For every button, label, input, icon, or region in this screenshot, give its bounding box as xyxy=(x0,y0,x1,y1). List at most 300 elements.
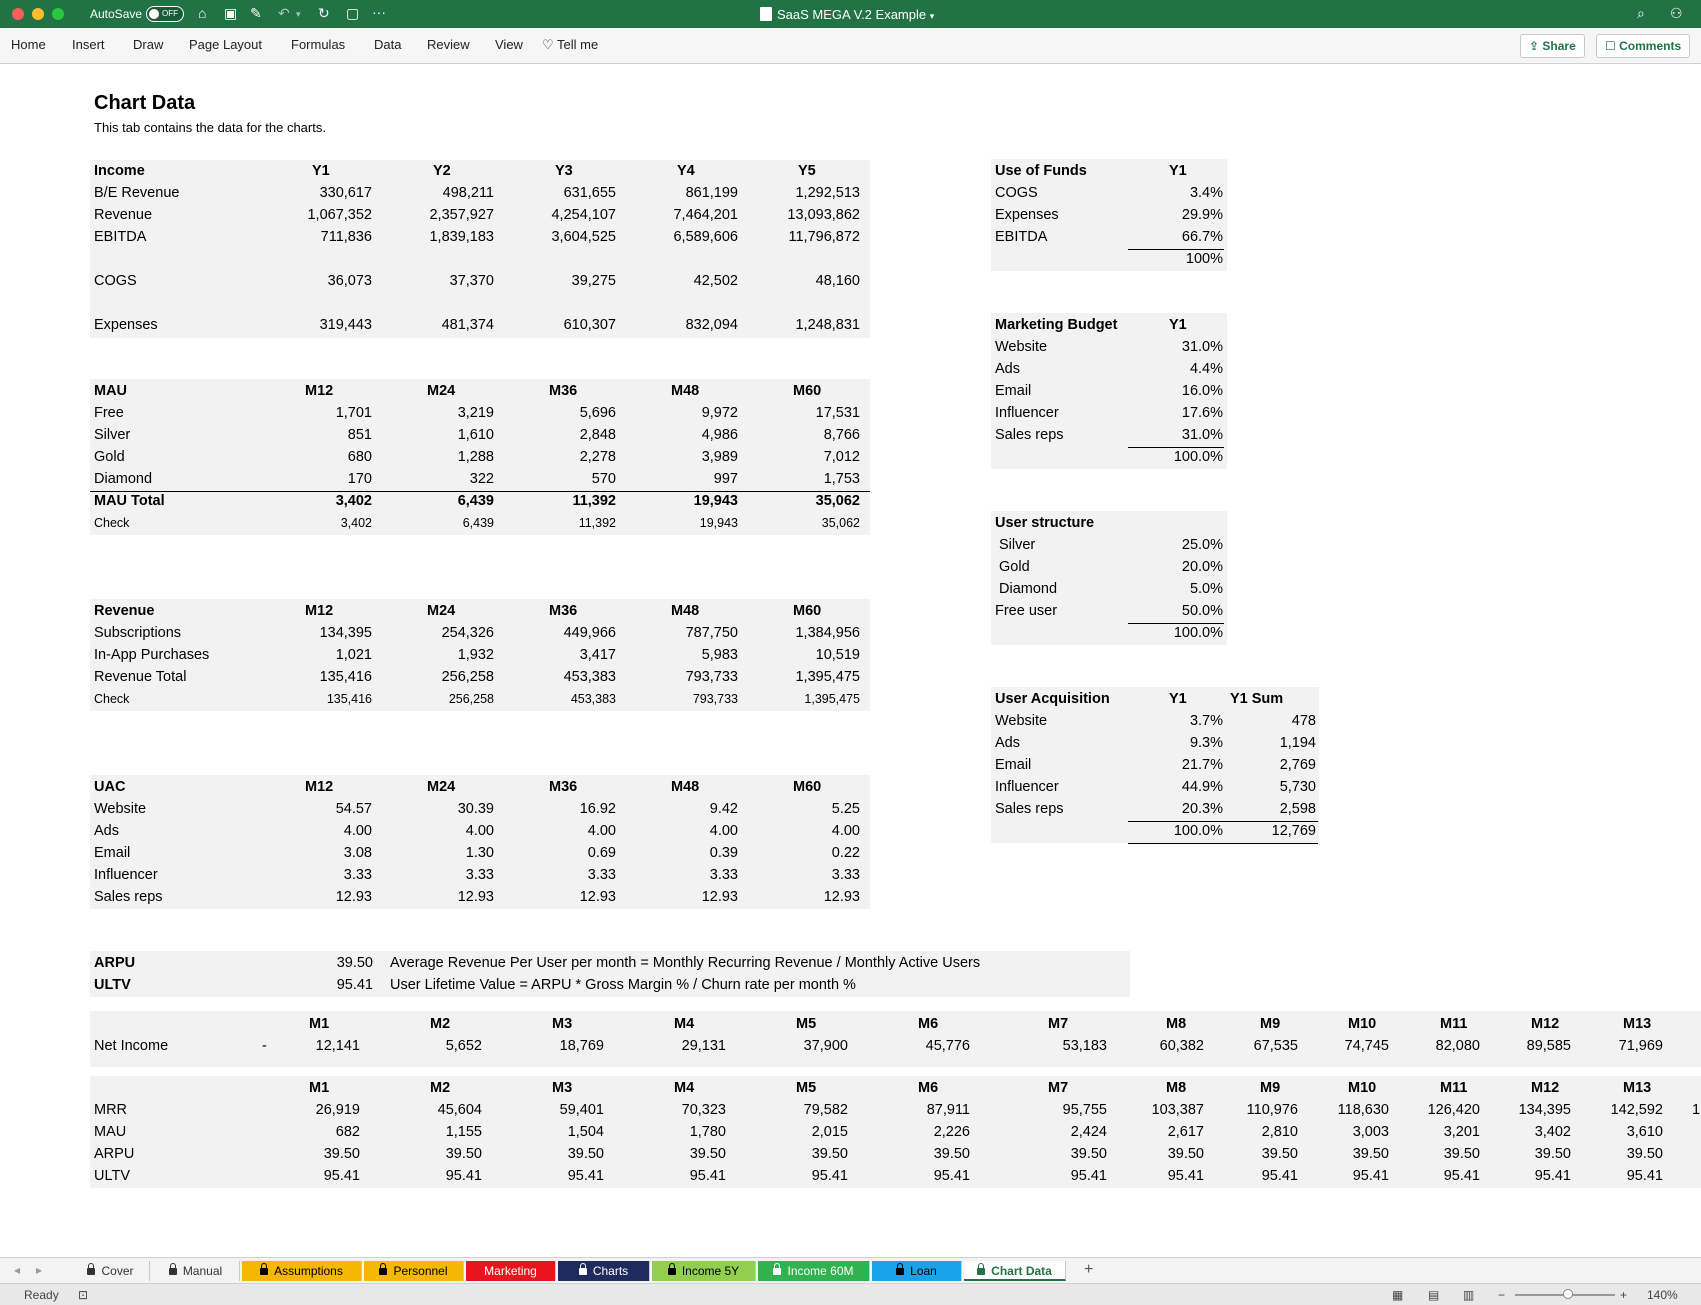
metric-value[interactable]: 39.50 xyxy=(336,955,373,971)
monthly-cell[interactable]: 95.41 xyxy=(811,1168,848,1184)
monthly-cell[interactable]: 95.41 xyxy=(689,1168,726,1184)
uac-cell[interactable]: 1.30 xyxy=(465,845,494,861)
uac-col-header[interactable]: M36 xyxy=(549,779,578,795)
user_acquisition-cell[interactable]: 2,598 xyxy=(1279,801,1316,817)
use_of_funds-row-label[interactable]: COGS xyxy=(995,185,1038,201)
uac-cell[interactable]: 12.93 xyxy=(335,889,372,905)
monthly-cell[interactable]: 39.50 xyxy=(1534,1146,1571,1162)
mau-cell[interactable]: 1,753 xyxy=(823,471,860,487)
net-income-cell[interactable]: 82,080 xyxy=(1435,1038,1480,1054)
uac-cell[interactable]: 4.00 xyxy=(709,823,738,839)
net-income-month-header[interactable]: M11 xyxy=(1440,1016,1468,1032)
monthly-cell[interactable]: 95.41 xyxy=(933,1168,970,1184)
uac-col-header[interactable]: M24 xyxy=(427,779,456,795)
monthly-cell[interactable]: 39.50 xyxy=(567,1146,604,1162)
monthly-cell[interactable]: 95.41 xyxy=(567,1168,604,1184)
mau-header-label[interactable]: MAU xyxy=(94,383,128,399)
share-button[interactable]: ⇪ Share xyxy=(1520,34,1585,58)
mau-cell[interactable]: 3,402 xyxy=(335,493,372,509)
user_structure-cell[interactable]: 20.0% xyxy=(1181,559,1223,575)
uac-row-label[interactable]: Influencer xyxy=(94,867,158,883)
user_structure-cell[interactable]: 5.0% xyxy=(1189,581,1223,597)
monthly-cell[interactable]: 95.41 xyxy=(1070,1168,1107,1184)
net-income-cell[interactable]: 71,969 xyxy=(1618,1038,1663,1054)
monthly-cell[interactable]: 3,201 xyxy=(1443,1124,1480,1140)
mau-cell[interactable]: 2,848 xyxy=(579,427,616,443)
income-cell[interactable]: 11,796,872 xyxy=(788,229,860,245)
net-income-cell[interactable]: 18,769 xyxy=(559,1038,604,1054)
user_acquisition-total[interactable]: 12,769 xyxy=(1271,823,1316,839)
user_acquisition-cell[interactable]: 3.7% xyxy=(1189,713,1223,729)
uac-cell[interactable]: 0.22 xyxy=(831,845,860,861)
user_structure-cell[interactable]: 25.0% xyxy=(1181,537,1223,553)
income-cell[interactable]: 42,502 xyxy=(693,273,738,289)
income-row-label[interactable]: EBITDA xyxy=(94,229,147,245)
tab-insert[interactable]: Insert xyxy=(72,37,105,52)
tab-home[interactable]: Home xyxy=(11,37,46,52)
comments-button[interactable]: ☐ Comments xyxy=(1596,34,1690,58)
user_acquisition-cell[interactable]: 5,730 xyxy=(1279,779,1316,795)
monthly-cell[interactable]: 39.50 xyxy=(1352,1146,1389,1162)
uac-row-label[interactable]: Ads xyxy=(94,823,119,839)
use_of_funds-row-label[interactable]: EBITDA xyxy=(995,229,1048,245)
user_acquisition-cell[interactable]: 1,194 xyxy=(1279,735,1316,751)
mau-row-label[interactable]: Gold xyxy=(94,449,125,465)
income-col-header[interactable]: Y5 xyxy=(798,163,816,179)
net-income-cell[interactable]: 89,585 xyxy=(1526,1038,1571,1054)
uac-cell[interactable]: 4.00 xyxy=(587,823,616,839)
marketing_budget-row-label[interactable]: Email xyxy=(995,383,1032,399)
user_acquisition-row-label[interactable]: Email xyxy=(995,757,1032,773)
marketing_budget-total[interactable]: 100.0% xyxy=(1173,449,1223,465)
mau-col-header[interactable]: M48 xyxy=(671,383,700,399)
revenue-cell[interactable]: 1,395,475 xyxy=(795,669,860,685)
save-icon[interactable]: ▣ xyxy=(224,5,238,21)
sheet-tab-manual[interactable] xyxy=(152,1261,240,1281)
user_structure-cell[interactable]: 50.0% xyxy=(1181,603,1223,619)
revenue-col-header[interactable]: M48 xyxy=(671,603,700,619)
user_acquisition-row-label[interactable]: Sales reps xyxy=(995,801,1064,817)
tab-data[interactable]: Data xyxy=(374,37,402,52)
revenue-cell[interactable]: 3,417 xyxy=(579,647,616,663)
income-cell[interactable]: 1,839,183 xyxy=(429,229,494,245)
net-income-month-header[interactable]: M5 xyxy=(796,1016,817,1032)
income-cell[interactable]: 832,094 xyxy=(685,317,738,333)
monthly-cell[interactable]: 95.41 xyxy=(1534,1168,1571,1184)
sheet-tab-charts[interactable] xyxy=(558,1261,650,1281)
tell-me-search[interactable]: ♡ Tell me xyxy=(542,37,599,52)
monthly-cell[interactable]: 87,911 xyxy=(926,1102,970,1118)
monthly-month-header[interactable]: M3 xyxy=(552,1080,573,1096)
income-cell[interactable]: 36,073 xyxy=(327,273,372,289)
monthly-cell[interactable]: 118,630 xyxy=(1337,1102,1389,1118)
income-cell[interactable]: 1,292,513 xyxy=(795,185,860,201)
metric-description[interactable]: User Lifetime Value = ARPU * Gross Margin % / Churn rate per month % xyxy=(390,977,856,993)
mau-cell[interactable]: 1,610 xyxy=(457,427,494,443)
uac-cell[interactable]: 4.00 xyxy=(465,823,494,839)
mau-cell[interactable]: 7,012 xyxy=(823,449,860,465)
undo-dropdown-icon[interactable]: ▾ xyxy=(296,9,301,19)
sheet-tab-personnel[interactable] xyxy=(364,1261,464,1281)
monthly-row-label[interactable]: MAU xyxy=(94,1124,127,1140)
income-col-header[interactable]: Y4 xyxy=(677,163,695,179)
uac-cell[interactable]: 5.25 xyxy=(831,801,860,817)
revenue-col-header[interactable]: M60 xyxy=(793,603,822,619)
mau-cell[interactable]: 11,392 xyxy=(572,493,616,509)
sheet-tab-income-5y[interactable] xyxy=(652,1261,756,1281)
mau-row-label[interactable]: MAU Total xyxy=(94,493,165,509)
uac-cell[interactable]: 3.08 xyxy=(343,845,372,861)
metric-label[interactable]: ARPU xyxy=(94,955,136,971)
marketing_budget-row-label[interactable]: Sales reps xyxy=(995,427,1064,443)
revenue-cell[interactable]: 10,519 xyxy=(815,647,860,663)
redo-icon[interactable]: ↻ xyxy=(318,5,330,21)
window-title[interactable]: SaaS MEGA V.2 Example ▾ xyxy=(760,7,934,22)
income-row-label[interactable]: B/E Revenue xyxy=(94,185,180,201)
revenue-cell[interactable]: 256,258 xyxy=(448,692,494,706)
net-income-month-header[interactable]: M3 xyxy=(552,1016,573,1032)
user_structure-row-label[interactable]: Gold xyxy=(999,559,1030,575)
uac-cell[interactable]: 3.33 xyxy=(587,867,616,883)
net-income-month-header[interactable]: M12 xyxy=(1531,1016,1560,1032)
page-layout-view-icon[interactable]: ▤ xyxy=(1428,1288,1440,1302)
monthly-month-header[interactable]: M13 xyxy=(1623,1080,1652,1096)
net-income-month-header[interactable]: M13 xyxy=(1623,1016,1652,1032)
sheet-tab-chart-data[interactable] xyxy=(964,1261,1066,1281)
minimize-window-button[interactable] xyxy=(32,8,44,20)
uac-cell[interactable]: 3.33 xyxy=(343,867,372,883)
scroll-tabs-right-icon[interactable]: ▸ xyxy=(36,1263,43,1277)
income-cell[interactable]: 37,370 xyxy=(449,273,494,289)
revenue-cell[interactable]: 135,416 xyxy=(319,669,372,685)
monthly-cell[interactable]: 1,155 xyxy=(445,1124,482,1140)
mau-cell[interactable]: 5,696 xyxy=(579,405,616,421)
income-cell[interactable]: 711,836 xyxy=(320,229,372,245)
monthly-month-header[interactable]: M1 xyxy=(309,1080,330,1096)
mau-cell[interactable]: 322 xyxy=(469,471,494,487)
monthly-cell[interactable]: 95.41 xyxy=(1261,1168,1298,1184)
uac-cell[interactable]: 3.33 xyxy=(709,867,738,883)
user_acquisition-row-label[interactable]: Influencer xyxy=(995,779,1059,795)
revenue-cell[interactable]: 135,416 xyxy=(326,692,372,706)
income-col-header[interactable]: Y3 xyxy=(555,163,573,179)
mau-col-header[interactable]: M24 xyxy=(427,383,456,399)
monthly-cell[interactable]: 3,003 xyxy=(1352,1124,1389,1140)
uac-cell[interactable]: 12.93 xyxy=(579,889,616,905)
use_of_funds-header-label[interactable]: Use of Funds xyxy=(995,163,1087,179)
income-cell[interactable]: 39,275 xyxy=(571,273,616,289)
uac-cell[interactable]: 12.93 xyxy=(701,889,738,905)
monthly-cell[interactable]: 95,755 xyxy=(1062,1102,1107,1118)
monthly-cell[interactable]: 39.50 xyxy=(445,1146,482,1162)
income-row-label[interactable]: Expenses xyxy=(94,317,158,333)
monthly-cell[interactable]: 95.41 xyxy=(1626,1168,1663,1184)
monthly-row-label[interactable]: ULTV xyxy=(94,1168,130,1184)
income-cell[interactable]: 1,248,831 xyxy=(795,317,860,333)
mau-cell[interactable]: 1,701 xyxy=(335,405,372,421)
uac-col-header[interactable]: M48 xyxy=(671,779,700,795)
revenue-cell[interactable]: 1,021 xyxy=(335,647,372,663)
metric-label[interactable]: ULTV xyxy=(94,977,131,993)
use_of_funds-cell[interactable]: 3.4% xyxy=(1189,185,1223,201)
mau-col-header[interactable]: M36 xyxy=(549,383,578,399)
monthly-cell[interactable]: 70,323 xyxy=(681,1102,726,1118)
net-income-cell[interactable]: 53,183 xyxy=(1062,1038,1107,1054)
revenue-cell[interactable]: 254,326 xyxy=(441,625,494,641)
monthly-cell[interactable]: 39.50 xyxy=(1626,1146,1663,1162)
net-income-month-header[interactable]: M9 xyxy=(1260,1016,1281,1032)
marketing_budget-header-label[interactable]: Marketing Budget xyxy=(995,317,1118,333)
user_acquisition-cell[interactable]: 20.3% xyxy=(1181,801,1223,817)
revenue-row-label[interactable]: In-App Purchases xyxy=(94,647,210,663)
use_of_funds-row-label[interactable]: Expenses xyxy=(995,207,1059,223)
monthly-month-header[interactable]: M9 xyxy=(1260,1080,1281,1096)
mau-cell[interactable]: 3,989 xyxy=(701,449,738,465)
mau-cell[interactable]: 35,062 xyxy=(815,493,860,509)
income-cell[interactable]: 7,464,201 xyxy=(673,207,738,223)
net-income-cell[interactable]: 12,141 xyxy=(315,1038,360,1054)
user_acquisition-total[interactable]: 100.0% xyxy=(1173,823,1223,839)
monthly-cell[interactable]: 110,976 xyxy=(1246,1102,1298,1118)
uac-cell[interactable]: 4.00 xyxy=(343,823,372,839)
save-as-icon[interactable]: ✎ xyxy=(250,5,262,21)
monthly-cell[interactable]: 1,504 xyxy=(567,1124,604,1140)
revenue-row-label[interactable]: Subscriptions xyxy=(94,625,182,641)
monthly-cell[interactable]: 134,395 xyxy=(1518,1102,1571,1118)
zoom-out-icon[interactable]: − xyxy=(1498,1288,1506,1302)
mau-cell[interactable]: 680 xyxy=(347,449,372,465)
income-cell[interactable]: 13,093,862 xyxy=(787,207,860,223)
revenue-cell[interactable]: 1,932 xyxy=(457,647,494,663)
mau-cell[interactable]: 11,392 xyxy=(578,516,616,530)
income-col-header[interactable]: Y2 xyxy=(433,163,451,179)
income-cell[interactable]: 48,160 xyxy=(815,273,860,289)
income-row-label[interactable]: Revenue xyxy=(94,207,153,223)
net-income-cell[interactable]: 74,745 xyxy=(1344,1038,1389,1054)
user_structure-total[interactable]: 100.0% xyxy=(1173,625,1223,641)
marketing_budget-cell[interactable]: 4.4% xyxy=(1189,361,1223,377)
net-income-cell[interactable]: 29,131 xyxy=(681,1038,726,1054)
monthly-cell[interactable]: 59,401 xyxy=(559,1102,604,1118)
mau-cell[interactable]: 19,943 xyxy=(699,516,738,530)
income-cell[interactable]: 6,589,606 xyxy=(673,229,738,245)
income-cell[interactable]: 498,211 xyxy=(442,185,494,201)
net-income-dash[interactable]: - xyxy=(262,1038,267,1054)
mau-cell[interactable]: 851 xyxy=(347,427,372,443)
mau-cell[interactable]: 2,278 xyxy=(579,449,616,465)
monthly-cell[interactable]: 39.50 xyxy=(1167,1146,1204,1162)
income-row-label[interactable]: COGS xyxy=(94,273,137,289)
income-cell[interactable]: 631,655 xyxy=(563,185,616,201)
monthly-cell[interactable]: 103,387 xyxy=(1151,1102,1204,1118)
income-cell[interactable]: 319,443 xyxy=(319,317,372,333)
use_of_funds-col-header[interactable]: Y1 xyxy=(1169,163,1187,179)
zoom-slider-thumb[interactable] xyxy=(1563,1289,1573,1299)
monthly-cell[interactable]: 95.41 xyxy=(323,1168,360,1184)
user_acquisition-row-label[interactable]: Website xyxy=(995,713,1048,729)
use_of_funds-total[interactable]: 100% xyxy=(1185,251,1223,267)
zoom-in-icon[interactable]: + xyxy=(1620,1288,1628,1302)
monthly-month-header[interactable]: M6 xyxy=(918,1080,939,1096)
sheet-tab-cover[interactable] xyxy=(72,1261,150,1281)
net-income-label[interactable]: Net Income xyxy=(94,1038,169,1054)
net-income-month-header[interactable]: M8 xyxy=(1166,1016,1187,1032)
user_structure-row-label[interactable]: Free user xyxy=(995,603,1058,619)
mau-row-label[interactable]: Diamond xyxy=(94,471,153,487)
revenue-header-label[interactable]: Revenue xyxy=(94,603,155,619)
monthly-cell[interactable]: 3,610 xyxy=(1626,1124,1663,1140)
user_acquisition-cell[interactable]: 9.3% xyxy=(1189,735,1223,751)
user_acquisition-cell[interactable]: 2,769 xyxy=(1279,757,1316,773)
uac-cell[interactable]: 9.42 xyxy=(709,801,738,817)
monthly-cell[interactable]: 39.50 xyxy=(811,1146,848,1162)
revenue-cell[interactable]: 793,733 xyxy=(685,669,738,685)
mau-cell[interactable]: 3,219 xyxy=(457,405,494,421)
monthly-cell[interactable]: 39.50 xyxy=(323,1146,360,1162)
undo-icon[interactable]: ↶ xyxy=(278,5,290,21)
monthly-cell[interactable]: 39.50 xyxy=(689,1146,726,1162)
monthly-cell[interactable]: 1,780 xyxy=(689,1124,726,1140)
monthly-cell[interactable]: 2,424 xyxy=(1070,1124,1107,1140)
mau-row-label[interactable]: Free xyxy=(94,405,124,421)
new-document-icon[interactable]: ▢ xyxy=(346,5,360,21)
monthly-cell[interactable]: 2,226 xyxy=(933,1124,970,1140)
uac-col-header[interactable]: M60 xyxy=(793,779,822,795)
monthly-month-header[interactable]: M2 xyxy=(430,1080,451,1096)
scroll-tabs-left-icon[interactable]: ◂ xyxy=(14,1263,21,1277)
income-cell[interactable]: 3,604,525 xyxy=(551,229,616,245)
monthly-cell[interactable]: 39.50 xyxy=(1070,1146,1107,1162)
revenue-row-label[interactable]: Check xyxy=(94,692,130,706)
net-income-cell[interactable]: 45,776 xyxy=(925,1038,970,1054)
uac-cell[interactable]: 4.00 xyxy=(831,823,860,839)
tab-draw[interactable]: Draw xyxy=(133,37,164,52)
net-income-month-header[interactable]: M1 xyxy=(309,1016,330,1032)
tab-view[interactable]: View xyxy=(495,37,523,52)
uac-cell[interactable]: 16.92 xyxy=(579,801,616,817)
monthly-cell[interactable]: 682 xyxy=(335,1124,360,1140)
mau-cell[interactable]: 35,062 xyxy=(821,516,860,530)
monthly-row-label[interactable]: ARPU xyxy=(94,1146,135,1162)
income-header-label[interactable]: Income xyxy=(94,163,145,179)
monthly-cell[interactable]: 39.50 xyxy=(1261,1146,1298,1162)
tab-formulas[interactable]: Formulas xyxy=(291,37,346,52)
mau-cell[interactable]: 4,986 xyxy=(701,427,738,443)
revenue-cell[interactable]: 1,384,956 xyxy=(795,625,860,641)
user_acquisition-row-label[interactable]: Ads xyxy=(995,735,1020,751)
monthly-cell[interactable]: 2,617 xyxy=(1167,1124,1204,1140)
user_acquisition-header-label[interactable]: User Acquisition xyxy=(995,691,1110,707)
net-income-month-header[interactable]: M7 xyxy=(1048,1016,1069,1032)
mau-col-header[interactable]: M12 xyxy=(305,383,334,399)
monthly-overflow-cell[interactable]: 1 xyxy=(1692,1102,1701,1118)
income-cell[interactable]: 610,307 xyxy=(563,317,616,333)
page-break-view-icon[interactable]: ▥ xyxy=(1463,1288,1475,1302)
home-icon[interactable]: ⌂ xyxy=(198,5,207,21)
mau-cell[interactable]: 6,439 xyxy=(462,516,494,530)
user_acquisition-cell[interactable]: 478 xyxy=(1291,713,1316,729)
mau-col-header[interactable]: M60 xyxy=(793,383,822,399)
user_acquisition-cell[interactable]: 44.9% xyxy=(1181,779,1223,795)
revenue-cell[interactable]: 453,383 xyxy=(570,692,616,706)
marketing_budget-row-label[interactable]: Website xyxy=(995,339,1048,355)
revenue-col-header[interactable]: M12 xyxy=(305,603,334,619)
revenue-cell[interactable]: 793,733 xyxy=(692,692,738,706)
mau-cell[interactable]: 570 xyxy=(591,471,616,487)
autosave-toggle[interactable]: OFF xyxy=(146,6,184,22)
mau-cell[interactable]: 8,766 xyxy=(823,427,860,443)
revenue-col-header[interactable]: M24 xyxy=(427,603,456,619)
net-income-month-header[interactable]: M6 xyxy=(918,1016,939,1032)
monthly-cell[interactable]: 3,402 xyxy=(1534,1124,1571,1140)
monthly-month-header[interactable]: M10 xyxy=(1348,1080,1377,1096)
income-cell[interactable]: 1,067,352 xyxy=(307,207,372,223)
uac-cell[interactable]: 12.93 xyxy=(823,889,860,905)
mau-cell[interactable]: 1,288 xyxy=(457,449,494,465)
marketing_budget-cell[interactable]: 31.0% xyxy=(1181,339,1223,355)
monthly-month-header[interactable]: M8 xyxy=(1166,1080,1187,1096)
marketing_budget-cell[interactable]: 17.6% xyxy=(1181,405,1223,421)
monthly-cell[interactable]: 79,582 xyxy=(803,1102,848,1118)
mau-cell[interactable]: 9,972 xyxy=(701,405,738,421)
uac-cell[interactable]: 12.93 xyxy=(457,889,494,905)
uac-header-label[interactable]: UAC xyxy=(94,779,126,795)
user_acquisition-col-header[interactable]: Y1 Sum xyxy=(1230,691,1284,707)
monthly-cell[interactable]: 126,420 xyxy=(1427,1102,1480,1118)
monthly-cell[interactable]: 26,919 xyxy=(315,1102,360,1118)
monthly-cell[interactable]: 95.41 xyxy=(1167,1168,1204,1184)
income-cell[interactable]: 2,357,927 xyxy=(429,207,494,223)
income-cell[interactable]: 481,374 xyxy=(441,317,494,333)
mau-cell[interactable]: 6,439 xyxy=(457,493,494,509)
monthly-row-label[interactable]: MRR xyxy=(94,1102,128,1118)
net-income-cell[interactable]: 37,900 xyxy=(803,1038,848,1054)
monthly-month-header[interactable]: M11 xyxy=(1440,1080,1468,1096)
tab-page-layout[interactable]: Page Layout xyxy=(189,37,263,52)
use_of_funds-cell[interactable]: 29.9% xyxy=(1181,207,1223,223)
metric-value[interactable]: 95.41 xyxy=(336,977,373,993)
net-income-cell[interactable]: 60,382 xyxy=(1159,1038,1204,1054)
uac-cell[interactable]: 0.69 xyxy=(587,845,616,861)
sheet-tab-assumptions[interactable] xyxy=(242,1261,362,1281)
metric-description[interactable]: Average Revenue Per User per month = Monthly Recurring Revenue / Monthly Active Users xyxy=(390,955,981,971)
user_structure-header-label[interactable]: User structure xyxy=(995,515,1095,531)
uac-col-header[interactable]: M12 xyxy=(305,779,334,795)
income-cell[interactable]: 4,254,107 xyxy=(551,207,616,223)
revenue-cell[interactable]: 1,395,475 xyxy=(804,692,860,706)
uac-cell[interactable]: 3.33 xyxy=(831,867,860,883)
close-window-button[interactable] xyxy=(12,8,24,20)
normal-view-icon[interactable]: ▦ xyxy=(1392,1288,1404,1302)
macro-record-icon[interactable]: ⊡ xyxy=(78,1288,89,1302)
more-commands-icon[interactable]: ··· xyxy=(372,4,386,20)
monthly-month-header[interactable]: M7 xyxy=(1048,1080,1069,1096)
revenue-cell[interactable]: 256,258 xyxy=(441,669,494,685)
net-income-month-header[interactable]: M10 xyxy=(1348,1016,1377,1032)
monthly-month-header[interactable]: M4 xyxy=(674,1080,695,1096)
mau-cell[interactable]: 3,402 xyxy=(340,516,372,530)
monthly-cell[interactable]: 2,810 xyxy=(1261,1124,1298,1140)
user_acquisition-cell[interactable]: 21.7% xyxy=(1181,757,1223,773)
revenue-col-header[interactable]: M36 xyxy=(549,603,578,619)
revenue-cell[interactable]: 449,966 xyxy=(563,625,616,641)
monthly-cell[interactable]: 142,592 xyxy=(1610,1102,1663,1118)
uac-cell[interactable]: 0.39 xyxy=(709,845,738,861)
net-income-month-header[interactable]: M2 xyxy=(430,1016,451,1032)
account-icon[interactable]: ⚇ xyxy=(1670,5,1683,21)
add-sheet-button[interactable]: + xyxy=(1084,1261,1094,1278)
net-income-cell[interactable]: 5,652 xyxy=(445,1038,482,1054)
